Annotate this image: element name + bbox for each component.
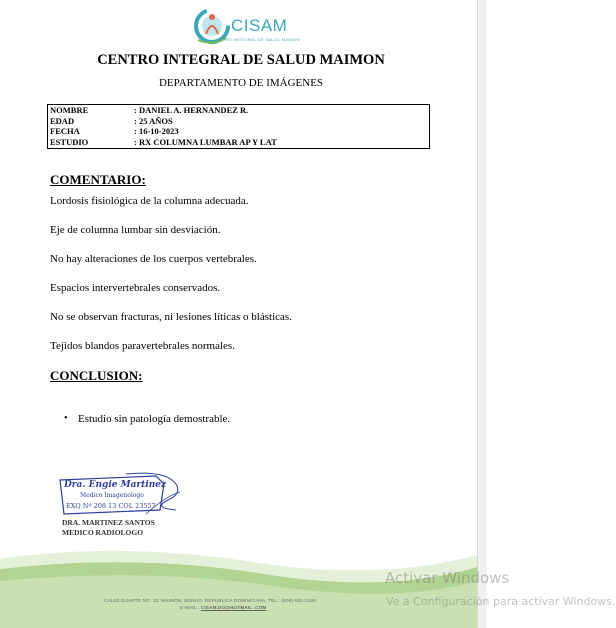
logo-tagline: CENTRO INTEGRAL DE SALUD MAIMON xyxy=(214,37,300,42)
stamp-role: Medico Imagenologo xyxy=(80,492,144,499)
footer-email-line xyxy=(180,605,267,610)
activation-watermark-subtitle: Ve a Configuración para activar Windows. xyxy=(386,595,616,608)
comment-line: Lordosis fisiológica de la columna adecuada. xyxy=(50,195,249,207)
footer-email-link[interactable]: CISAM.DO@HOTMAIL .COM xyxy=(200,605,267,610)
bullet-icon: • xyxy=(64,413,68,424)
patient-info-box xyxy=(47,104,430,149)
logo-name: CISAM xyxy=(231,16,288,35)
footer-address: CALLE DUARTE NO. 13, MAIMÓN, BONAO, REPUBLICA DOMINICANA, TEL.: (809)-551-2186 xyxy=(104,598,316,603)
info-label: FECHA xyxy=(50,126,80,136)
comment-line: Tejidos blandos paravertebrales normales. xyxy=(50,340,235,352)
info-value: : RX COLUMNA LUMBAR AP Y LAT xyxy=(134,136,277,147)
page-title: CENTRO INTEGRAL DE SALUD MAIMON xyxy=(97,52,385,68)
info-label: ESTUDIO xyxy=(50,136,89,147)
conclusion-item: Estudio sin patología demostrable. xyxy=(78,413,231,425)
comment-heading: COMENTARIO: xyxy=(50,172,146,187)
page-edge xyxy=(477,0,487,628)
comment-line: No hay alteraciones de los cuerpos vertebrales. xyxy=(50,253,257,265)
signer-name: DRA. MARTINEZ SANTOS xyxy=(62,518,155,527)
stamp-name: Dra. Engie Martinez xyxy=(64,480,167,490)
conclusion-heading: CONCLUSION: xyxy=(50,368,143,383)
info-label: EDAD xyxy=(50,115,75,126)
stamp-exequatur: EXQ Nº 208 13 COL 23557 xyxy=(66,502,156,510)
info-value: : 16-10-2023 xyxy=(134,126,179,136)
footer-email-label: E-MAIL : xyxy=(180,605,200,610)
info-label: NOMBRE xyxy=(50,105,89,115)
activation-watermark-title: Activar Windows xyxy=(385,569,510,587)
signer-title: MEDICO RADIOLOGO xyxy=(62,528,144,537)
comment-line: Eje de columna lumbar sin desviación. xyxy=(50,224,221,236)
info-value: : 25 AÑOS xyxy=(134,115,173,126)
department-title: DEPARTAMENTO DE IMÁGENES xyxy=(158,77,324,89)
comment-line: No se observan fracturas, ni lesiones líticas o blásticas. xyxy=(50,311,292,323)
info-value: : DANIEL A. HERNANDEZ R. xyxy=(134,105,249,115)
comment-line: Espacios intervertebrales conservados. xyxy=(50,282,221,294)
